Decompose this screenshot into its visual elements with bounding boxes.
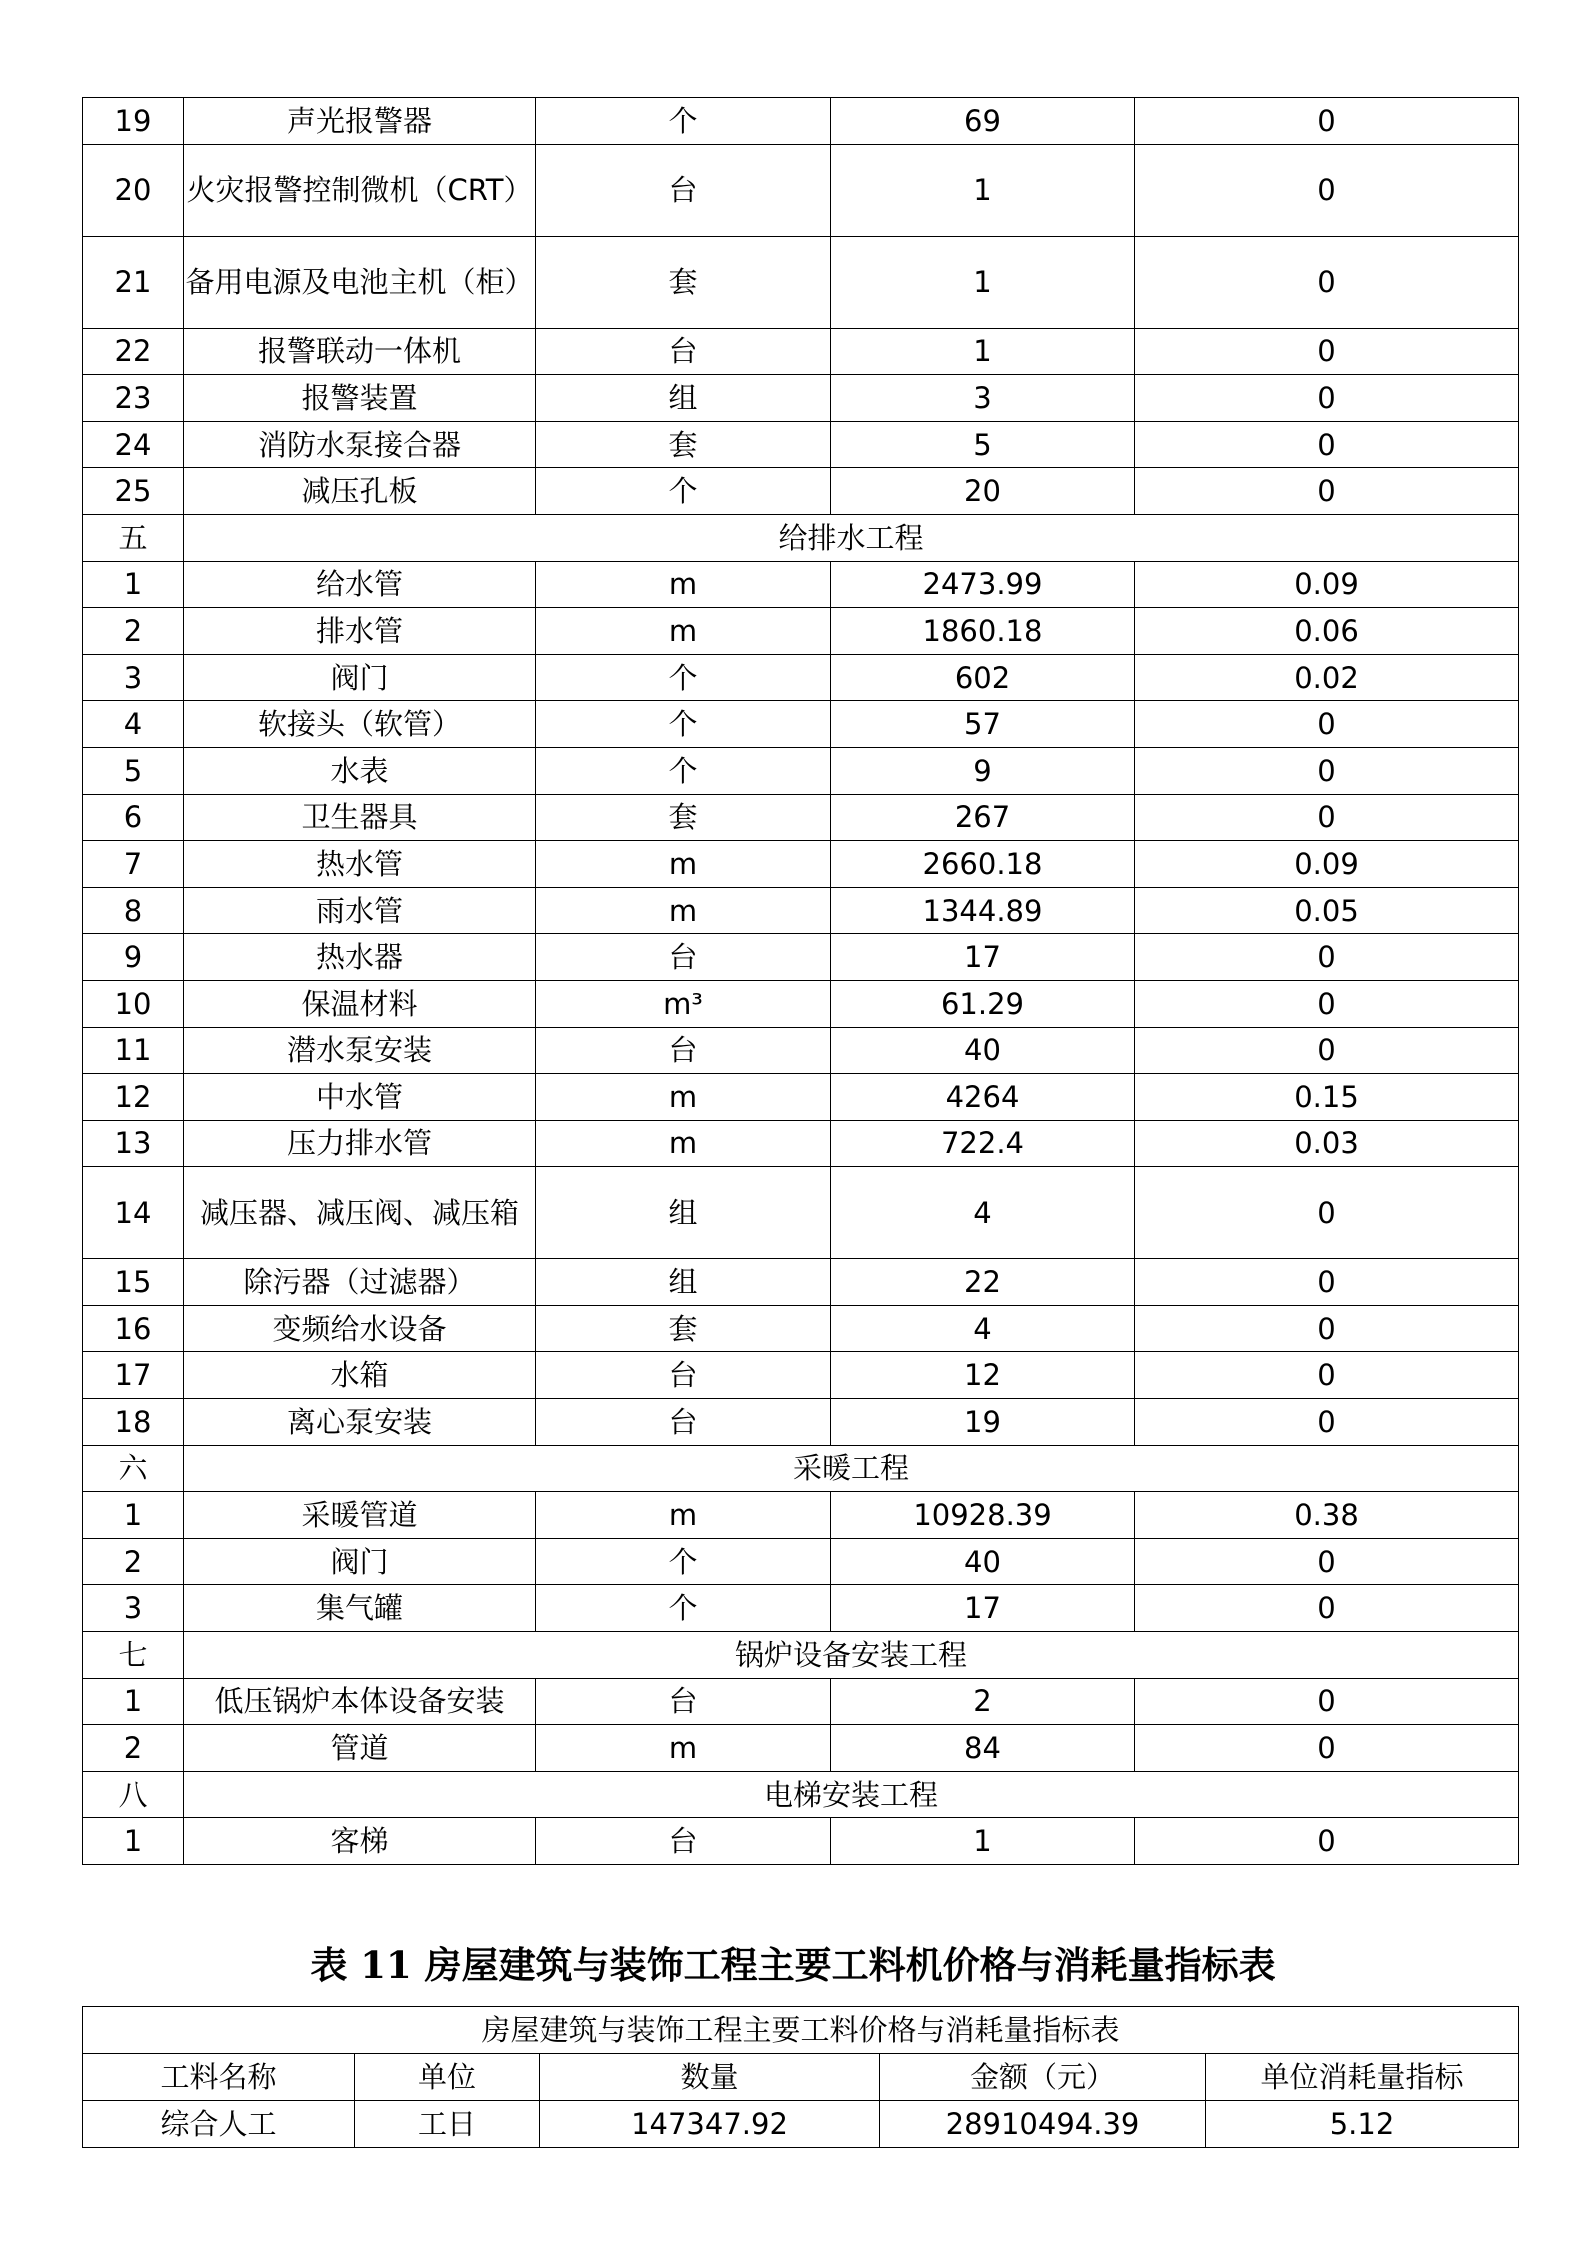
table-row	[83, 2101, 1519, 2148]
table-row	[83, 1027, 1519, 1074]
row-number: 21	[83, 236, 184, 328]
row-number: 13	[83, 1120, 184, 1167]
item-unit: 个	[536, 1538, 831, 1585]
table-row	[83, 1585, 1519, 1632]
table-11-caption: 表 11 房屋建筑与装饰工程主要工料机价格与消耗量指标表	[310, 1943, 1276, 1987]
item-quantity: 40	[831, 1538, 1135, 1585]
item-index: 0	[1135, 1678, 1519, 1725]
item-name: 客梯	[184, 1818, 536, 1865]
item-unit: 个	[536, 701, 831, 748]
item-index: 0	[1135, 1167, 1519, 1259]
item-quantity: 722.4	[831, 1120, 1135, 1167]
table-row	[83, 421, 1519, 468]
item-index: 0	[1135, 1259, 1519, 1306]
table-row	[83, 328, 1519, 375]
row-number: 6	[83, 794, 184, 841]
item-unit: m	[536, 1120, 831, 1167]
item-name: 压力排水管	[184, 1120, 536, 1167]
row-number: 8	[83, 887, 184, 934]
row-number: 12	[83, 1074, 184, 1121]
item-index: 0.02	[1135, 654, 1519, 701]
table-11-header-row	[83, 2054, 1519, 2101]
section-number: 五	[83, 514, 184, 561]
item-quantity: 1344.89	[831, 887, 1135, 934]
item-name: 采暖管道	[184, 1492, 536, 1539]
item-index: 0.03	[1135, 1120, 1519, 1167]
row-number: 3	[83, 1585, 184, 1632]
row-number: 2	[83, 1538, 184, 1585]
item-index: 0	[1135, 468, 1519, 515]
item-unit: 台	[536, 144, 831, 236]
table-row	[83, 654, 1519, 701]
cell-amount: 28910494.39	[880, 2101, 1206, 2148]
row-number: 5	[83, 747, 184, 794]
item-unit: 个	[536, 747, 831, 794]
section-number: 六	[83, 1445, 184, 1492]
item-name: 水表	[184, 747, 536, 794]
item-index: 0.09	[1135, 841, 1519, 888]
section-number: 八	[83, 1771, 184, 1818]
row-number: 1	[83, 561, 184, 608]
item-name: 报警联动一体机	[184, 328, 536, 375]
item-name: 热水管	[184, 841, 536, 888]
cell-material-name: 综合人工	[83, 2101, 355, 2148]
row-number: 4	[83, 701, 184, 748]
item-name: 火灾报警控制微机（CRT）	[184, 144, 536, 236]
item-index: 0	[1135, 1818, 1519, 1865]
item-unit: m	[536, 841, 831, 888]
item-index: 0.05	[1135, 887, 1519, 934]
item-name: 声光报警器	[184, 98, 536, 145]
item-name: 排水管	[184, 608, 536, 655]
section-row	[83, 1632, 1519, 1679]
item-unit: 台	[536, 328, 831, 375]
table-row	[83, 747, 1519, 794]
table-row	[83, 1120, 1519, 1167]
table-row	[83, 887, 1519, 934]
item-name: 中水管	[184, 1074, 536, 1121]
item-unit: 台	[536, 1678, 831, 1725]
table-row	[83, 1538, 1519, 1585]
item-index: 0	[1135, 328, 1519, 375]
header-unit-consumption: 单位消耗量指标	[1206, 2054, 1519, 2101]
item-quantity: 20	[831, 468, 1135, 515]
item-index: 0.09	[1135, 561, 1519, 608]
table-11-title-row	[83, 2007, 1519, 2054]
table-11	[82, 2006, 1519, 2148]
item-quantity: 2473.99	[831, 561, 1135, 608]
item-quantity: 267	[831, 794, 1135, 841]
item-index: 0	[1135, 98, 1519, 145]
item-quantity: 3	[831, 375, 1135, 422]
table-row	[83, 1305, 1519, 1352]
row-number: 16	[83, 1305, 184, 1352]
item-index: 0	[1135, 236, 1519, 328]
item-name: 潜水泵安装	[184, 1027, 536, 1074]
item-quantity: 1	[831, 236, 1135, 328]
header-quantity: 数量	[540, 2054, 880, 2101]
item-name: 除污器（过滤器）	[184, 1259, 536, 1306]
item-name: 热水器	[184, 934, 536, 981]
item-index: 0.15	[1135, 1074, 1519, 1121]
row-number: 24	[83, 421, 184, 468]
item-index: 0	[1135, 1352, 1519, 1399]
item-quantity: 12	[831, 1352, 1135, 1399]
row-number: 10	[83, 980, 184, 1027]
item-unit: m	[536, 608, 831, 655]
row-number: 23	[83, 375, 184, 422]
table-row	[83, 98, 1519, 145]
row-number: 19	[83, 98, 184, 145]
item-index: 0.06	[1135, 608, 1519, 655]
table-row	[83, 236, 1519, 328]
cell-unit: 工日	[355, 2101, 540, 2148]
table-row	[83, 1352, 1519, 1399]
item-index: 0	[1135, 980, 1519, 1027]
table-row	[83, 1678, 1519, 1725]
item-name: 减压器、减压阀、减压箱	[184, 1167, 536, 1259]
item-index: 0	[1135, 1305, 1519, 1352]
item-name: 管道	[184, 1725, 536, 1772]
section-title: 锅炉设备安装工程	[184, 1632, 1519, 1679]
section-row	[83, 1445, 1519, 1492]
table-11-title: 房屋建筑与装饰工程主要工料价格与消耗量指标表	[83, 2007, 1519, 2054]
section-row	[83, 1771, 1519, 1818]
item-quantity: 2	[831, 1678, 1135, 1725]
table-row	[83, 1399, 1519, 1446]
table-row	[83, 1725, 1519, 1772]
cell-unit-consumption: 5.12	[1206, 2101, 1519, 2148]
item-unit: 台	[536, 1352, 831, 1399]
item-name: 水箱	[184, 1352, 536, 1399]
item-quantity: 1860.18	[831, 608, 1135, 655]
item-unit: 组	[536, 1167, 831, 1259]
header-amount: 金额（元）	[880, 2054, 1206, 2101]
table-row	[83, 794, 1519, 841]
item-unit: 组	[536, 1259, 831, 1306]
item-index: 0	[1135, 144, 1519, 236]
item-name: 保温材料	[184, 980, 536, 1027]
table-row	[83, 375, 1519, 422]
header-material-name: 工料名称	[83, 2054, 355, 2101]
item-quantity: 1	[831, 1818, 1135, 1865]
materials-table	[82, 97, 1519, 1865]
section-number: 七	[83, 1632, 184, 1679]
item-quantity: 4	[831, 1167, 1135, 1259]
item-quantity: 61.29	[831, 980, 1135, 1027]
item-unit: 套	[536, 1305, 831, 1352]
item-unit: 个	[536, 98, 831, 145]
item-quantity: 1	[831, 144, 1135, 236]
item-index: 0.38	[1135, 1492, 1519, 1539]
item-name: 阀门	[184, 1538, 536, 1585]
section-row	[83, 514, 1519, 561]
item-unit: 台	[536, 1027, 831, 1074]
item-unit: 个	[536, 654, 831, 701]
item-index: 0	[1135, 1399, 1519, 1446]
item-quantity: 17	[831, 1585, 1135, 1632]
section-title: 给排水工程	[184, 514, 1519, 561]
item-name: 卫生器具	[184, 794, 536, 841]
row-number: 9	[83, 934, 184, 981]
item-index: 0	[1135, 701, 1519, 748]
item-quantity: 9	[831, 747, 1135, 794]
item-name: 消防水泵接合器	[184, 421, 536, 468]
item-index: 0	[1135, 421, 1519, 468]
item-quantity: 22	[831, 1259, 1135, 1306]
item-quantity: 10928.39	[831, 1492, 1135, 1539]
item-name: 低压锅炉本体设备安装	[184, 1678, 536, 1725]
item-quantity: 5	[831, 421, 1135, 468]
row-number: 2	[83, 1725, 184, 1772]
item-index: 0	[1135, 794, 1519, 841]
table-row	[83, 561, 1519, 608]
item-unit: 台	[536, 934, 831, 981]
table-row	[83, 468, 1519, 515]
item-quantity: 57	[831, 701, 1135, 748]
item-index: 0	[1135, 1027, 1519, 1074]
item-name: 软接头（软管）	[184, 701, 536, 748]
item-name: 阀门	[184, 654, 536, 701]
item-unit: m	[536, 887, 831, 934]
item-quantity: 602	[831, 654, 1135, 701]
item-quantity: 19	[831, 1399, 1135, 1446]
item-index: 0	[1135, 1538, 1519, 1585]
table-row	[83, 934, 1519, 981]
item-name: 离心泵安装	[184, 1399, 536, 1446]
item-quantity: 40	[831, 1027, 1135, 1074]
item-quantity: 1	[831, 328, 1135, 375]
table-row	[83, 608, 1519, 655]
item-unit: m	[536, 1074, 831, 1121]
row-number: 18	[83, 1399, 184, 1446]
row-number: 1	[83, 1492, 184, 1539]
item-name: 变频给水设备	[184, 1305, 536, 1352]
row-number: 14	[83, 1167, 184, 1259]
item-unit: m	[536, 561, 831, 608]
row-number: 17	[83, 1352, 184, 1399]
item-quantity: 69	[831, 98, 1135, 145]
row-number: 22	[83, 328, 184, 375]
item-quantity: 17	[831, 934, 1135, 981]
item-unit: 套	[536, 794, 831, 841]
item-name: 集气罐	[184, 1585, 536, 1632]
item-index: 0	[1135, 1725, 1519, 1772]
item-unit: 组	[536, 375, 831, 422]
item-index: 0	[1135, 1585, 1519, 1632]
row-number: 20	[83, 144, 184, 236]
item-index: 0	[1135, 934, 1519, 981]
item-unit: m	[536, 1725, 831, 1772]
item-unit: 套	[536, 421, 831, 468]
item-unit: m³	[536, 980, 831, 1027]
table-row	[83, 701, 1519, 748]
header-unit: 单位	[355, 2054, 540, 2101]
item-unit: 套	[536, 236, 831, 328]
row-number: 25	[83, 468, 184, 515]
item-index: 0	[1135, 375, 1519, 422]
item-quantity: 84	[831, 1725, 1135, 1772]
row-number: 2	[83, 608, 184, 655]
section-title: 电梯安装工程	[184, 1771, 1519, 1818]
item-quantity: 2660.18	[831, 841, 1135, 888]
item-name: 报警装置	[184, 375, 536, 422]
table-row	[83, 144, 1519, 236]
table-row	[83, 1818, 1519, 1865]
item-unit: m	[536, 1492, 831, 1539]
item-unit: 个	[536, 1585, 831, 1632]
row-number: 7	[83, 841, 184, 888]
table-row	[83, 980, 1519, 1027]
table-row	[83, 1259, 1519, 1306]
table-row	[83, 1074, 1519, 1121]
item-unit: 个	[536, 468, 831, 515]
item-name: 给水管	[184, 561, 536, 608]
row-number: 1	[83, 1818, 184, 1865]
item-unit: 台	[536, 1818, 831, 1865]
section-title: 采暖工程	[184, 1445, 1519, 1492]
table-row	[83, 1492, 1519, 1539]
item-quantity: 4264	[831, 1074, 1135, 1121]
table-row	[83, 841, 1519, 888]
row-number: 15	[83, 1259, 184, 1306]
table-row	[83, 1167, 1519, 1259]
row-number: 11	[83, 1027, 184, 1074]
item-name: 备用电源及电池主机（柜）	[184, 236, 536, 328]
item-quantity: 4	[831, 1305, 1135, 1352]
row-number: 3	[83, 654, 184, 701]
cell-quantity: 147347.92	[540, 2101, 880, 2148]
item-name: 雨水管	[184, 887, 536, 934]
item-index: 0	[1135, 747, 1519, 794]
item-unit: 台	[536, 1399, 831, 1446]
materials-table-body	[83, 98, 1519, 1865]
row-number: 1	[83, 1678, 184, 1725]
item-name: 减压孔板	[184, 468, 536, 515]
